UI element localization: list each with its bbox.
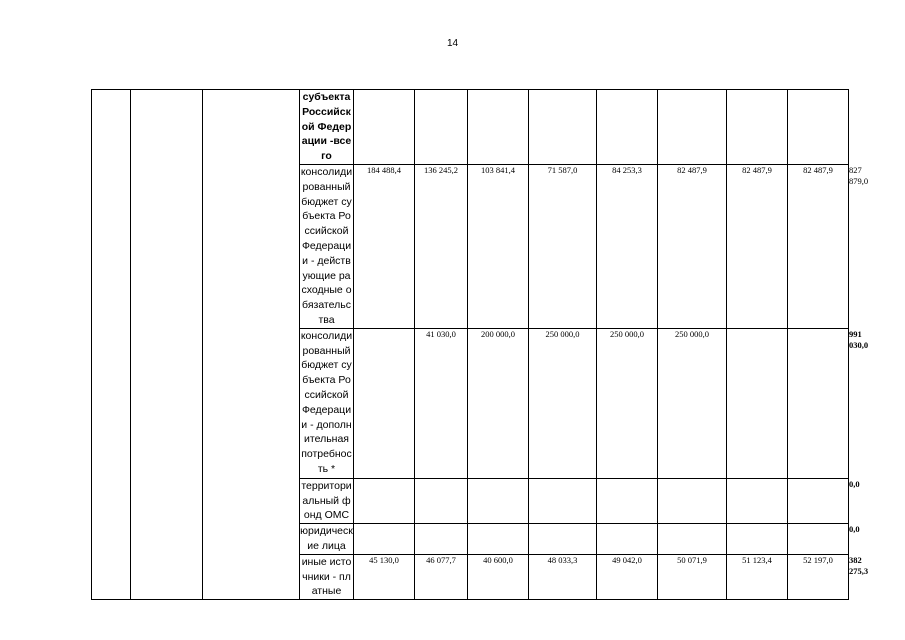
year-value-cell (354, 90, 415, 165)
year-value-cell: 82 487,9 (727, 164, 788, 328)
table-row: консолидированный бюджет субъекта Российской Федерации - действующие расходные обязательства 184 488,4 136 245,2 103 841,4 71 587,0 84 253,3 82 487,9 82 487,9 82 487,9 827 879,0 (92, 164, 849, 328)
year-value-cell (529, 478, 597, 523)
table-row: консолидированный бюджет субъекта Российской Федерации - дополнительная потребность * 41 030,0 200 000,0 250 000,0 250 000,0 250 000,0 991 030,0 (92, 328, 849, 478)
year-value-cell (658, 90, 727, 165)
year-value-cell: 250 000,0 (658, 328, 727, 478)
year-value-cell (727, 524, 788, 555)
year-value-cell: 49 042,0 (597, 554, 658, 599)
year-value-cell (658, 478, 727, 523)
year-value-cell (468, 524, 529, 555)
year-value-cell (415, 478, 468, 523)
funding-source-cell: территориальный фонд ОМС (300, 478, 354, 523)
table-body (92, 90, 869, 600)
year-value-cell: 103 841,4 (468, 164, 529, 328)
year-value-cell: 82 487,9 (658, 164, 727, 328)
year-value-cell (597, 90, 658, 165)
year-value-cell (529, 524, 597, 555)
year-value-cell (727, 90, 788, 165)
year-value-cell: 136 245,2 (415, 164, 468, 328)
year-value-cell: 51 123,4 (727, 554, 788, 599)
funding-source-cell: консолидированный бюджет субъекта Российской Федерации - действующие расходные обязательства (300, 164, 354, 328)
year-value-cell (415, 90, 468, 165)
year-value-cell: 200 000,0 (468, 328, 529, 478)
year-value-cell (788, 90, 849, 165)
year-value-cell (788, 478, 849, 523)
year-value-cell (788, 328, 849, 478)
year-value-cell (597, 524, 658, 555)
year-value-cell (788, 524, 849, 555)
page-number: 14 (446, 38, 459, 49)
table-row: территориальный фонд ОМС 0,0 (92, 478, 849, 523)
funding-source-cell: иные источники - платные (300, 554, 354, 599)
year-value-cell: 250 000,0 (597, 328, 658, 478)
year-value-cell: 84 253,3 (597, 164, 658, 328)
year-value-cell: 48 033,3 (529, 554, 597, 599)
year-value-cell (354, 478, 415, 523)
budget-table (91, 89, 869, 600)
year-value-cell: 184 488,4 (354, 164, 415, 328)
year-value-cell: 250 000,0 (529, 328, 597, 478)
year-value-cell (529, 90, 597, 165)
blank-column-cell (131, 90, 203, 600)
year-value-cell (354, 328, 415, 478)
funding-source-cell: юридические лица (300, 524, 354, 555)
year-value-cell (727, 328, 788, 478)
year-value-cell: 50 071,9 (658, 554, 727, 599)
year-value-cell (468, 478, 529, 523)
year-value-cell (658, 524, 727, 555)
year-value-cell (415, 524, 468, 555)
funding-source-cell: консолидированный бюджет субъекта Российской Федерации - дополнительная потребность * (300, 328, 354, 478)
year-value-cell: 40 600,0 (468, 554, 529, 599)
year-value-cell (727, 478, 788, 523)
blank-column-cell (92, 90, 131, 600)
table-row: юридические лица 0,0 (92, 524, 849, 555)
year-value-cell (597, 478, 658, 523)
funding-source-cell: субъекта Российской Федерации -всего (300, 90, 354, 165)
year-value-cell (354, 524, 415, 555)
year-value-cell: 41 030,0 (415, 328, 468, 478)
blank-column-cell (203, 90, 300, 600)
table-row: иные источники - платные 45 130,0 46 077,7 40 600,0 48 033,3 49 042,0 50 071,9 51 123,4 52 197,0 382 275,3 (92, 554, 849, 599)
year-value-cell: 52 197,0 (788, 554, 849, 599)
year-value-cell: 82 487,9 (788, 164, 849, 328)
table-row (92, 90, 849, 165)
year-value-cell: 71 587,0 (529, 164, 597, 328)
year-value-cell: 45 130,0 (354, 554, 415, 599)
year-value-cell: 46 077,7 (415, 554, 468, 599)
year-value-cell (468, 90, 529, 165)
